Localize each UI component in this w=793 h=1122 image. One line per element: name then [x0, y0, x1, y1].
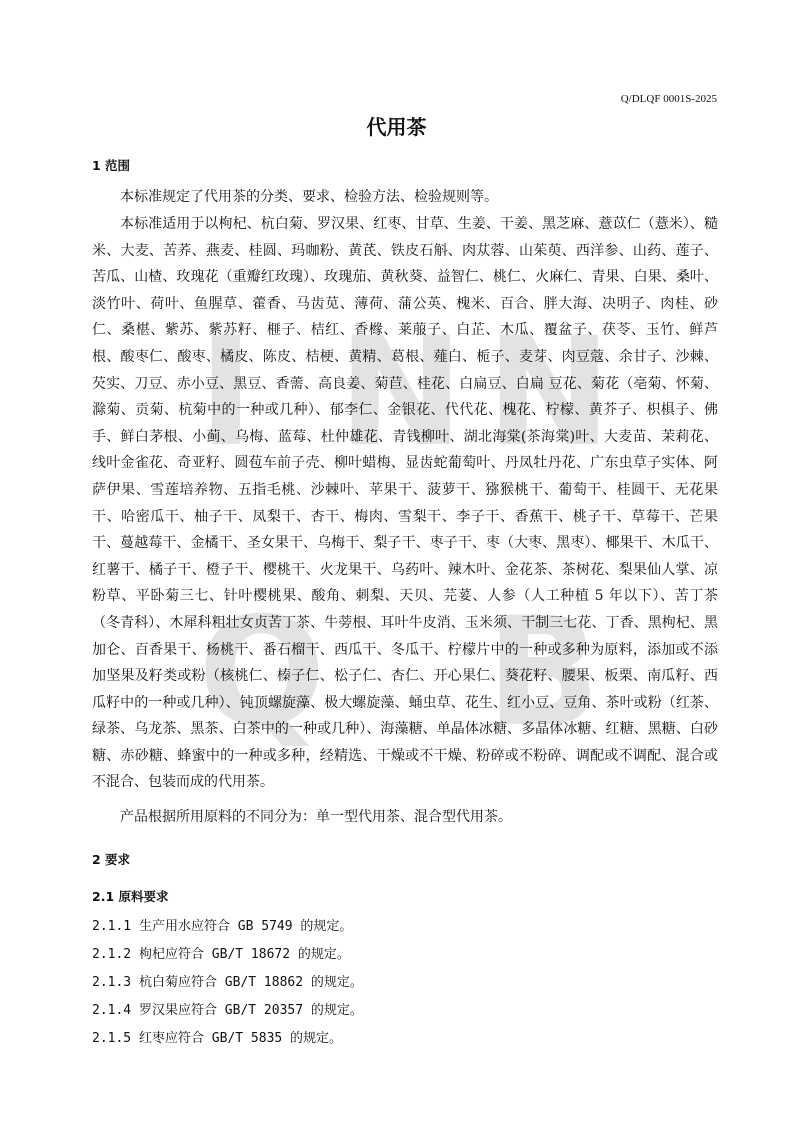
watermark-letter: B: [486, 586, 601, 760]
page-title: 代用茶: [366, 115, 427, 139]
section-heading-scope: 1 范围: [92, 158, 131, 173]
section-heading-requirements: 2 要求: [92, 852, 131, 867]
watermark-letter: I: [198, 306, 254, 480]
standard-code: Q/DLQF 0001S-2025: [620, 93, 717, 105]
section-heading-raw-materials: 2.1 原料要求: [92, 889, 169, 904]
clause-2-1-1: 2.1.1 生产用水应符合 GB 5749 的规定。: [92, 919, 353, 934]
clause-2-1-4: 2.1.4 罗汉果应符合 GB/T 20357 的规定。: [92, 1003, 363, 1018]
clause-2-1-3: 2.1.3 杭白菊应符合 GB/T 18862 的规定。: [92, 975, 363, 990]
clause-2-1-5: 2.1.5 红枣应符合 GB/T 5835 的规定。: [92, 1031, 343, 1046]
clause-2-1-2: 2.1.2 枸杞应符合 GB/T 18672 的规定。: [92, 947, 350, 962]
watermark-letter: N: [486, 306, 612, 480]
paragraph-scope-materials: 本标准适用于以枸杞、杭白菊、罗汉果、红枣、甘草、生姜、干姜、黑芝麻、薏苡仁（薏米）、糙米、大麦、苦荞、燕麦、桂圆、玛咖粉、黄芪、铁皮石斛、肉苁蓉、山茱萸、西洋参、山药、莲子、苦瓜、山楂、玫瑰花（重瓣红玫瑰）、玫瑰茄、黄秋葵、益智仁、桃仁、火麻仁、青果、白果、桑叶、淡竹叶、荷叶、鱼腥草、藿香、马齿苋、薄荷、蒲公英、槐米、百合、胖大海、决明子、肉桂、砂仁、桑椹、紫苏、紫苏籽、榧子、桔红、香橼、莱菔子、白芷、木瓜、覆盆子、茯苓、玉竹、鲜芦根、酸枣仁、酸枣、橘皮、陈皮、桔梗、黄精、葛根、薤白、栀子、麦芽、肉豆蔻、余甘子、沙棘、芡实、刀豆、赤小豆、黑豆、香薷、高良姜、菊苣、桂花、白扁豆、白扁 豆花、菊花（亳菊、怀菊、滁菊、贡菊、杭菊中的一种或几种）、郁李仁、金银花、代代花、槐花、柠檬、黄芥子、枳椇子、佛手、鲜白茅根、小蓟、乌梅、蓝莓、杜仲雄花、青钱柳叶、湖北海棠(茶海棠)叶、大麦苗、茉莉花、线叶金雀花、奇亚籽、圆苞车前子壳、柳叶蜡梅、显齿蛇葡萄叶、丹凤牡丹花、广东虫草子实体、阿萨伊果、雪莲培养物、五指毛桃、沙棘叶、苹果干、菠萝干、猕猴桃干、葡萄干、桂圆干、无花果干、哈密瓜干、柚子干、凤梨干、杏干、梅肉、雪梨干、李子干、香蕉干、桃子干、草莓干、芒果干、蔓越莓干、金橘干、圣女果干、乌梅干、梨子干、枣子干、枣（大枣、黑枣）、椰果干、木瓜干、红薯干、橘子干、橙子干、樱桃干、火龙果干、乌药叶、辣木叶、金花茶、茶树花、梨果仙人掌、凉粉草、平卧菊三七、针叶樱桃果、酸角、刺梨、天贝、芫荽、人参（人工种植 5 年以下）、苦丁茶（冬青科）、木犀科粗壮女贞苦丁茶、牛蒡根、耳叶牛皮消、玉米须、干制三七花、丁香、黑枸杞、黑加仑、百香果干、杨桃干、番石榴干、西瓜干、冬瓜干、柠檬片中的一种或多种为原料，添加或不添加坚果及籽类或粉（核桃仁、榛子仁、松子仁、杏仁、开心果仁、葵花籽、腰果、板栗、南瓜籽、西瓜籽中的一种或几种）、钝顶螺旋藻、极大螺旋藻、蛹虫草、花生、红小豆、豆角、茶叶或粉（红茶、绿茶、乌龙茶、黑茶、白茶中的一种或几种）、海藻糖、单晶体冰糖、多晶体冰糖、红糖、黑糖、白砂糖、赤砂糖、蜂蜜中的一种或多种，经精选、干燥或不干燥、粉碎或不粉碎、调配或不调配、混合或不混合、包装而成的代用茶。: [92, 216, 718, 791]
watermark-letter: Q: [198, 586, 326, 760]
paragraph-product-types: 产品根据所用原料的不同分为：单一型代用茶、混合型代用茶。: [120, 809, 512, 825]
paragraph-scope-intro: 本标准规定了代用茶的分类、要求、检验方法、检验规则等。: [120, 189, 498, 205]
watermark-letter: N: [338, 306, 464, 480]
